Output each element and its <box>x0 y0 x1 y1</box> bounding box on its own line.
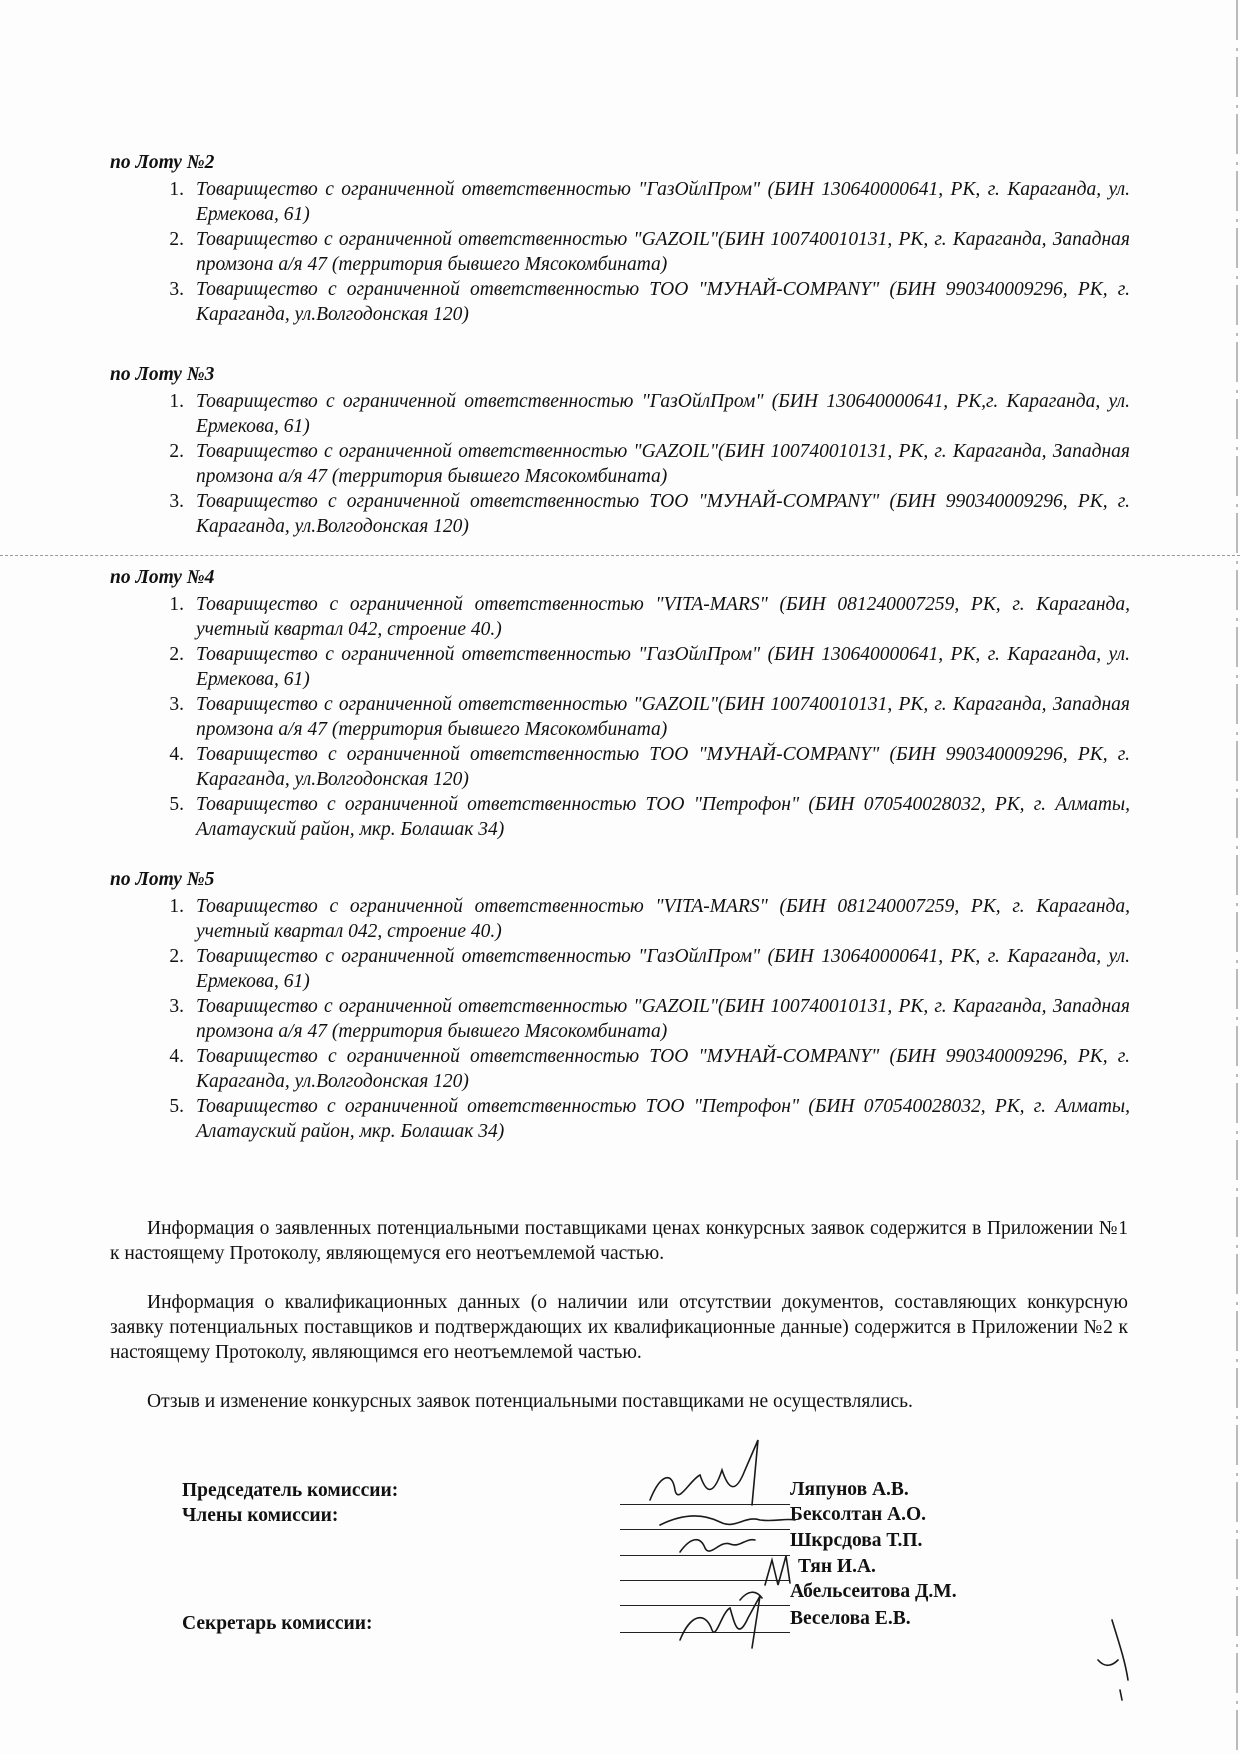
list-item-text: Товарищество с ограниченной ответственностью ТОО "МУНАЙ-COMPANY" (БИН 990340009296, РК, г. Караганда, ул.Волгодонская 120) <box>196 279 1130 325</box>
list-item-text: Товарищество с ограниченной ответственностью "VITA-MARS" (БИН 081240007259, РК, г. Караганда, учетный квартал 042, строение 40.) <box>196 594 1130 640</box>
list-item-number: 1. <box>169 896 184 917</box>
list-item-number: 1. <box>169 179 184 200</box>
list-item-number: 4. <box>169 744 184 765</box>
list-item-number: 2. <box>169 946 184 967</box>
list-item-text: Товарищество с ограниченной ответственностью "ГазОйлПром" (БИН 130640000641, РК,г. Караганда, ул. Ермекова, 61) <box>196 391 1130 437</box>
lot-title: по Лоту №5 <box>110 869 215 890</box>
signature-chairman <box>650 1440 758 1505</box>
list-item-number: 2. <box>169 229 184 250</box>
list-item-number: 1. <box>169 594 184 615</box>
paragraph-prices: Информация о заявленных потенциальными поставщиками ценах конкурсных заявок содержится в Приложении №1 к настоящему Протоколу, являющемуся его неотъемлемой частью. <box>110 1218 1128 1264</box>
list-item-number: 5. <box>169 1096 184 1117</box>
list-item-text: Товарищество с ограниченной ответственностью ТОО "Петрофон" (БИН 070540028032, РК, г. Алматы, Алатауский район, мкр. Болашак 34) <box>196 794 1130 840</box>
signatory-name: Веселова Е.В. <box>790 1608 911 1629</box>
lot-title: по Лоту №2 <box>110 152 215 173</box>
list-item-text: Товарищество с ограниченной ответственностью "ГазОйлПром" (БИН 130640000641, РК, г. Караганда, ул. Ермекова, 61) <box>196 179 1130 225</box>
list-item-number: 4. <box>169 1046 184 1067</box>
signature-member-3 <box>765 1556 790 1585</box>
list-item-number: 3. <box>169 491 184 512</box>
list-item-text: Товарищество с ограниченной ответственностью "GAZOIL"(БИН 100740010131, РК, г. Караганда, Западная промзона а/я 47 (территория бывшего Мясокомбината) <box>196 229 1130 275</box>
list-item-text: Товарищество с ограниченной ответственностью "VITA-MARS" (БИН 081240007259, РК, г. Караганда, учетный квартал 042, строение 40.) <box>196 896 1130 942</box>
list-item-text: Товарищество с ограниченной ответственностью ТОО "МУНАЙ-COMPANY" (БИН 990340009296, РК, г. Караганда, ул.Волгодонская 120) <box>196 491 1130 537</box>
list-item-text: Товарищество с ограниченной ответственностью "GAZOIL"(БИН 100740010131, РК, г. Караганда, Западная промзона а/я 47 (территория бывшего Мясокомбината) <box>196 996 1130 1042</box>
list-item-number: 5. <box>169 794 184 815</box>
list-item-number: 3. <box>169 694 184 715</box>
list-item-number: 2. <box>169 644 184 665</box>
signatory-name: Тян И.А. <box>798 1556 876 1577</box>
chairman-label: Председатель комиссии: <box>182 1480 399 1501</box>
signatory-name: Ляпунов А.В. <box>790 1479 909 1500</box>
secretary-label: Секретарь комиссии: <box>182 1613 373 1634</box>
signature-member-2 <box>680 1540 755 1552</box>
signatory-name: Абельсеитова Д.М. <box>790 1581 957 1602</box>
members-label: Члены комиссии: <box>182 1505 339 1526</box>
list-item-text: Товарищество с ограниченной ответственностью "ГазОйлПром" (БИН 130640000641, РК, г. Караганда, ул. Ермекова, 61) <box>196 946 1130 992</box>
signatory-name: Бексолтан А.О. <box>790 1504 927 1525</box>
list-item-number: 3. <box>169 996 184 1017</box>
scan-edge <box>1234 0 1240 1754</box>
list-item-number: 1. <box>169 391 184 412</box>
signature-member-1 <box>660 1516 795 1525</box>
paragraph-qualification: Информация о квалификационных данных (о наличии или отсутствии документов, составляющих конкурсную заявку потенциальных поставщиков и подтверждающих их квалификационные данные) содержится в Приложении №2 к настоящему Протоколу, являющимся его неотъемлемой частью. <box>110 1292 1128 1363</box>
list-item-text: Товарищество с ограниченной ответственностью ТОО "Петрофон" (БИН 070540028032, РК, г. Алматы, Алатауский район, мкр. Болашак 34) <box>196 1096 1130 1142</box>
lot-title: по Лоту №4 <box>110 567 215 588</box>
list-item-number: 2. <box>169 441 184 462</box>
list-item-number: 3. <box>169 279 184 300</box>
list-item-text: Товарищество с ограниченной ответственностью "GAZOIL"(БИН 100740010131, РК, г. Караганда, Западная промзона а/я 47 (территория бывшего Мясокомбината) <box>196 694 1130 740</box>
signature-secretary <box>680 1596 760 1648</box>
list-item-text: Товарищество с ограниченной ответственностью "ГазОйлПром" (БИН 130640000641, РК, г. Караганда, ул. Ермекова, 61) <box>196 644 1130 690</box>
list-item-text: Товарищество с ограниченной ответственностью ТОО "МУНАЙ-COMPANY" (БИН 990340009296, РК, г. Караганда, ул.Волгодонская 120) <box>196 744 1130 790</box>
lot-title: по Лоту №3 <box>110 364 215 385</box>
signatory-name: Шкрсдова Т.П. <box>790 1530 923 1551</box>
signature-stray-mark <box>1098 1620 1128 1700</box>
list-item-text: Товарищество с ограниченной ответственностью ТОО "МУНАЙ-COMPANY" (БИН 990340009296, РК, г. Караганда, ул.Волгодонская 120) <box>196 1046 1130 1092</box>
paragraph-withdrawal: Отзыв и изменение конкурсных заявок потенциальными поставщиками не осуществлялись. <box>147 1391 913 1412</box>
list-item-text: Товарищество с ограниченной ответственностью "GAZOIL"(БИН 100740010131, РК, г. Караганда, Западная промзона а/я 47 (территория бывшего Мясокомбината) <box>196 441 1130 487</box>
